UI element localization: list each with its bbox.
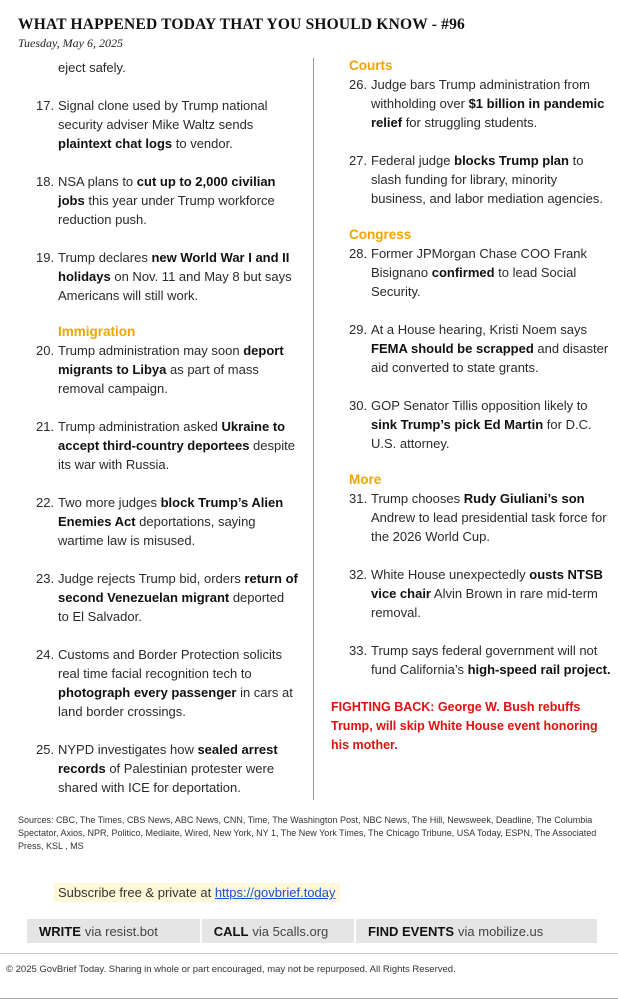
item-text-segment: At a House hearing, Kristi Noem says xyxy=(371,322,588,337)
newsletter-title: WHAT HAPPENED TODAY THAT YOU SHOULD KNOW - #96 xyxy=(18,16,466,33)
item-text-segment: for D.C. U.S. attorney. xyxy=(371,417,592,451)
section-heading-more: More xyxy=(349,472,382,487)
news-item xyxy=(349,320,611,377)
item-text-segment: on Nov. 11 and May 8 but says Americans will still work. xyxy=(58,269,292,303)
section-heading-immigration: Immigration xyxy=(58,324,136,339)
item-highlight: sink Trump’s pick Ed Martin xyxy=(371,417,544,432)
item-highlight: confirmed xyxy=(431,265,495,280)
item-text xyxy=(371,75,611,132)
news-item xyxy=(349,396,611,453)
item-text-segment: deported to El Salvador. xyxy=(58,590,285,624)
news-item xyxy=(36,417,298,474)
column-divider xyxy=(313,58,314,800)
item-text xyxy=(58,248,298,305)
item-number: 23. xyxy=(36,571,55,586)
item-text-segment: to lead Social Security. xyxy=(371,265,577,299)
news-item xyxy=(36,172,298,229)
find-events-action-link[interactable]: via mobilize.us xyxy=(458,923,544,939)
immigration-items-group xyxy=(36,341,298,797)
item-text xyxy=(371,320,611,377)
news-item xyxy=(349,151,611,208)
item-highlight: sealed arrest records xyxy=(58,742,278,776)
item-text-segment: as part of mass removal campaign. xyxy=(58,362,259,396)
action-bar xyxy=(27,919,597,943)
item-number: 31. xyxy=(349,491,368,506)
item-text-segment: Trump administration asked xyxy=(58,419,222,434)
item-number: 27. xyxy=(349,153,368,168)
item-highlight: cut up to 2,000 civilian jobs xyxy=(58,174,276,208)
item-number: 24. xyxy=(36,647,55,662)
item-text-segment: Alvin Brown in rare mid-term removal. xyxy=(371,586,598,620)
item-number: 17. xyxy=(36,98,55,113)
item-text xyxy=(58,493,298,550)
item-highlight: blocks Trump plan xyxy=(454,153,569,168)
left-items-group xyxy=(36,96,298,305)
write-action[interactable] xyxy=(27,919,202,943)
item-text xyxy=(58,341,298,398)
item-text-segment: Andrew to lead presidential task force for the 2026 World Cup. xyxy=(371,510,607,544)
call-action-label: CALL xyxy=(213,923,249,939)
item-highlight: $1 billion in pandemic relief xyxy=(371,96,605,130)
item-highlight: high-speed rail project. xyxy=(467,662,611,677)
news-item xyxy=(36,341,298,398)
item-highlight: return of second Venezuelan migrant xyxy=(58,571,298,605)
fighting-back-callout: FIGHTING BACK: George W. Bush rebuffs Trump, will skip White House event honoring his mother. xyxy=(331,700,598,752)
write-action-link[interactable]: via resist.bot xyxy=(84,923,158,939)
left-column xyxy=(36,58,298,816)
item-highlight: new World War I and II holidays xyxy=(58,250,290,284)
news-item xyxy=(36,645,298,721)
item-number: 20. xyxy=(36,343,55,358)
item-text-segment: Trump declares xyxy=(58,250,152,265)
news-item xyxy=(36,248,298,305)
item-highlight: plaintext chat logs xyxy=(58,136,173,151)
news-item xyxy=(36,96,298,153)
item-number: 28. xyxy=(349,246,368,261)
item-text-segment: Signal clone used by Trump national security adviser Mike Waltz sends xyxy=(58,98,268,132)
item-text-segment: and disaster aid converted to state grants. xyxy=(371,341,609,375)
item-highlight: Rudy Giuliani’s son xyxy=(463,491,585,506)
section-heading-courts: Courts xyxy=(349,58,393,73)
item-text-segment: of Palestinian protester were shared with ICE for deportation. xyxy=(58,761,275,795)
item-text-segment: to slash funding for library, minority business, and labor mediation agencies. xyxy=(371,153,603,206)
right-sections-group xyxy=(349,56,611,679)
item-text-segment: to vendor. xyxy=(172,136,233,151)
item-highlight: FEMA should be scrapped xyxy=(371,341,534,356)
item-text xyxy=(371,489,611,546)
news-item xyxy=(349,641,611,679)
item-text xyxy=(371,151,611,208)
item-text-segment: in cars at land border crossings. xyxy=(58,685,293,719)
news-item xyxy=(349,489,611,546)
item-text-segment: Federal judge xyxy=(371,153,455,168)
section-items-group xyxy=(349,75,611,208)
item-text xyxy=(371,396,611,453)
item-text-segment: Trump chooses xyxy=(371,491,464,506)
footer-divider xyxy=(0,953,618,954)
section-items-group xyxy=(349,489,611,679)
copyright-notice: © 2025 GovBrief Today. Sharing in whole or part encouraged, may not be repurposed. All Rights Reserved. xyxy=(6,964,456,975)
find-events-action-label: FIND EVENTS xyxy=(368,923,455,939)
item-text xyxy=(58,569,298,626)
item-text-segment: GOP Senator Tillis opposition likely to xyxy=(371,398,588,413)
subscribe-banner xyxy=(54,883,340,902)
item-text-segment: for struggling students. xyxy=(402,115,538,130)
item-number: 21. xyxy=(36,419,55,434)
section-items-group xyxy=(349,244,611,453)
news-item xyxy=(36,569,298,626)
item-text-segment: deportations, saying wartime law is misused. xyxy=(58,514,256,548)
item-number: 22. xyxy=(36,495,55,510)
news-item xyxy=(36,740,298,797)
call-action-link[interactable]: via 5calls.org xyxy=(252,923,329,939)
item-text-segment: Judge rejects Trump bid, orders xyxy=(58,571,245,586)
continued-item-text: eject safely. xyxy=(58,60,126,75)
item-text xyxy=(371,244,611,301)
item-number: 33. xyxy=(349,643,368,658)
item-highlight: photograph every passenger xyxy=(58,685,237,700)
sources-list: Sources: CBC, The Times, CBS News, ABC News, CNN, Time, The Washington Post, NBC News, The Hill, Newsweek, Deadline, The Columbia Spectator, Axios, NPR, Politico, Mediaite, Wired, New York, NY 1, The New York Times, The Chicago Tribune, USA Today, ESPN, The Associated Press, KSL , MS xyxy=(18,815,597,851)
subscribe-text: Subscribe free & private at xyxy=(58,885,215,900)
item-text xyxy=(58,740,298,797)
item-number: 25. xyxy=(36,742,55,757)
newsletter-date: Tuesday, May 6, 2025 xyxy=(18,36,123,50)
item-highlight: ousts NTSB vice chair xyxy=(371,567,603,601)
item-text-segment: White House unexpectedly xyxy=(371,567,530,582)
item-text-segment: Trump says federal government will not fund California’s xyxy=(371,643,598,677)
news-item xyxy=(349,75,611,132)
item-highlight: block Trump’s Alien Enemies Act xyxy=(58,495,284,529)
item-text-segment: NYPD investigates how xyxy=(58,742,198,757)
news-item xyxy=(349,244,611,301)
right-column xyxy=(331,58,611,755)
item-number: 29. xyxy=(349,322,368,337)
item-text xyxy=(58,96,298,153)
write-action-label: WRITE xyxy=(39,923,81,939)
find-events-action[interactable] xyxy=(356,919,597,943)
item-text-segment: despite its war with Russia. xyxy=(58,438,295,472)
item-number: 19. xyxy=(36,250,55,265)
call-action[interactable] xyxy=(202,919,356,943)
item-text-segment: Trump administration may soon xyxy=(58,343,244,358)
news-item xyxy=(36,493,298,550)
item-text-segment: Judge bars Trump administration from withholding over xyxy=(371,77,590,111)
item-text-segment: NSA plans to xyxy=(58,174,137,189)
item-text xyxy=(58,417,298,474)
item-text xyxy=(371,641,611,679)
item-text-segment: Former JPMorgan Chase COO Frank Bisignano xyxy=(371,246,588,280)
item-number: 18. xyxy=(36,174,55,189)
item-number: 30. xyxy=(349,398,368,413)
page-bottom-rule xyxy=(0,998,618,999)
item-text xyxy=(58,172,298,229)
item-number: 26. xyxy=(349,77,368,92)
item-highlight: deport migrants to Libya xyxy=(58,343,284,377)
item-number: 32. xyxy=(349,567,368,582)
item-highlight: Ukraine to accept third-country deportees xyxy=(58,419,286,453)
item-text xyxy=(58,645,298,721)
item-text xyxy=(371,565,611,622)
subscribe-link[interactable]: https://govbrief.today xyxy=(214,885,336,900)
item-text-segment: this year under Trump workforce reduction push. xyxy=(58,193,275,227)
news-item xyxy=(349,565,611,622)
item-text-segment: Two more judges xyxy=(58,495,161,510)
item-text-segment: Customs and Border Protection solicits real time facial recognition tech to xyxy=(58,647,282,681)
section-heading-congress: Congress xyxy=(349,227,412,242)
